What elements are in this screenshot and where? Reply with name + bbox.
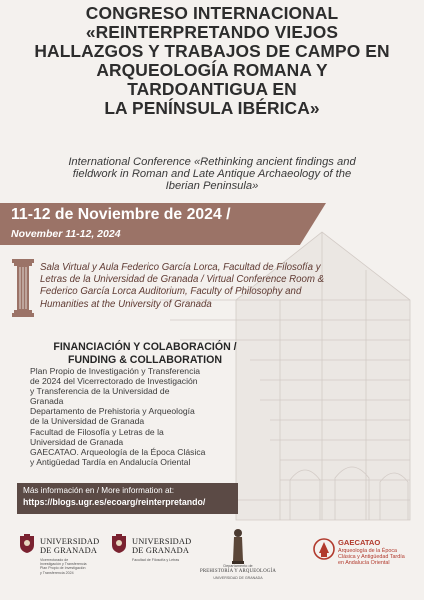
ugr-crest-icon	[18, 534, 36, 554]
funding-line: de la Universidad de Granada	[30, 416, 145, 427]
ugr-sub-line: Plan Propio de Investigación	[40, 566, 86, 571]
funding-line: y Transferencia de la Universidad de	[30, 386, 170, 397]
gaecatao-mark-icon	[313, 537, 335, 561]
prehistory-dept-logo	[188, 528, 288, 588]
conference-subtitle	[10, 156, 414, 192]
gaecatao-desc-line: Clásica y Antigüedad Tardía	[338, 554, 405, 561]
subtitle-line: International Conference «Rethinking ancient findings and	[68, 156, 356, 168]
title-line: LA PENÍNSULA IBÉRICA»	[104, 98, 320, 118]
funding-list	[30, 366, 270, 467]
idol-figure-icon	[231, 528, 245, 564]
funding-title-line: FUNDING & COLLABORATION	[68, 353, 222, 366]
prehistory-dept-name: PREHISTORIA Y ARQUEOLOGÍA	[200, 569, 276, 574]
venue-line: Federico García Lorca Auditorium, Faculty of Philosophy and	[40, 286, 302, 298]
venue-line: Humanities at the University of Granada	[40, 298, 212, 310]
conference-title	[10, 4, 414, 118]
date-main: 11-12 de Noviembre de 2024 /	[11, 206, 231, 223]
funding-line: Granada	[30, 396, 64, 407]
subtitle-line: Iberian Peninsula»	[165, 180, 259, 192]
title-line: ARQUEOLOGÍA ROMANA Y	[96, 60, 328, 80]
funding-title	[30, 341, 260, 366]
gaecatao-description	[338, 548, 405, 566]
ugr-sub-line: Investigación y Transferencia	[40, 562, 87, 567]
ugr-sub-line: Vicerrectorado de	[40, 558, 69, 562]
footer-logos	[0, 528, 424, 600]
funding-line: Departamento de Prehistoria y Arqueología	[30, 406, 195, 417]
more-info-label: Más información en / More information at:	[23, 486, 175, 495]
title-line: «REINTERPRETANDO VIEJOS	[85, 22, 339, 42]
venue-text	[40, 262, 420, 311]
ugr-name	[132, 537, 191, 555]
ugr-sub-line: y Transferencia 2024	[40, 570, 74, 575]
venue-line: Sala Virtual y Aula Federico García Lorca, Facultad de Filosofía y	[40, 262, 321, 273]
title-line: CONGRESO INTERNACIONAL	[85, 3, 339, 23]
prehistory-dept-small: Departamento de	[223, 564, 253, 568]
ugr-name-line: DE GRANADA	[132, 546, 190, 555]
funding-line: GAECATAO. Arqueología de la Época Clásica	[30, 446, 206, 457]
gaecatao-logo	[313, 537, 423, 577]
more-info-link[interactable]: https://blogs.ugr.es/ecoarg/reinterpretando/	[23, 497, 206, 507]
ugr-crest-icon	[110, 534, 128, 554]
ugr-sub-line: Facultad de Filosofía y Letras	[132, 558, 180, 562]
gaecatao-name: GAECATAO	[338, 538, 381, 547]
gaecatao-desc-line: Arqueología de la Época	[338, 548, 398, 554]
column-icon	[11, 259, 35, 317]
funding-line: Plan Propio de Investigación y Transferencia	[30, 366, 201, 376]
funding-line: Facultad de Filosofía y Letras de la	[30, 426, 164, 437]
venue-line: Letras de la Universidad de Granada / Virtual Conference Room &	[40, 274, 325, 286]
funding-line: de 2024 del Vicerrectorado de Investigación	[30, 376, 198, 387]
prehistory-dept-university: UNIVERSIDAD DE GRANADA	[213, 576, 263, 580]
more-info-box	[17, 483, 238, 514]
gaecatao-desc-line: en Andalucía Oriental	[338, 560, 390, 567]
funding-title-line: FINANCIACIÓN Y COLABORACIÓN /	[53, 341, 237, 353]
funding-line: y Antigüedad Tardía en Andalucía Oriental	[30, 456, 191, 467]
title-line: HALLAZGOS Y TRABAJOS DE CAMPO EN	[34, 41, 390, 61]
funding-line: Universidad de Granada	[30, 436, 124, 447]
title-line: TARDOANTIGUA EN	[127, 79, 297, 99]
date-sub: November 11-12, 2024	[11, 228, 121, 240]
ugr-name-line: UNIVERSIDAD	[132, 537, 192, 546]
ugr-subtext	[40, 558, 118, 575]
subtitle-line: fieldwork in Roman and Late Antique Archaeology of the	[72, 168, 352, 180]
ugr-name-line: DE GRANADA	[40, 546, 98, 555]
ugr-name-line: UNIVERSIDAD	[40, 537, 100, 546]
ugr-name	[40, 537, 99, 555]
